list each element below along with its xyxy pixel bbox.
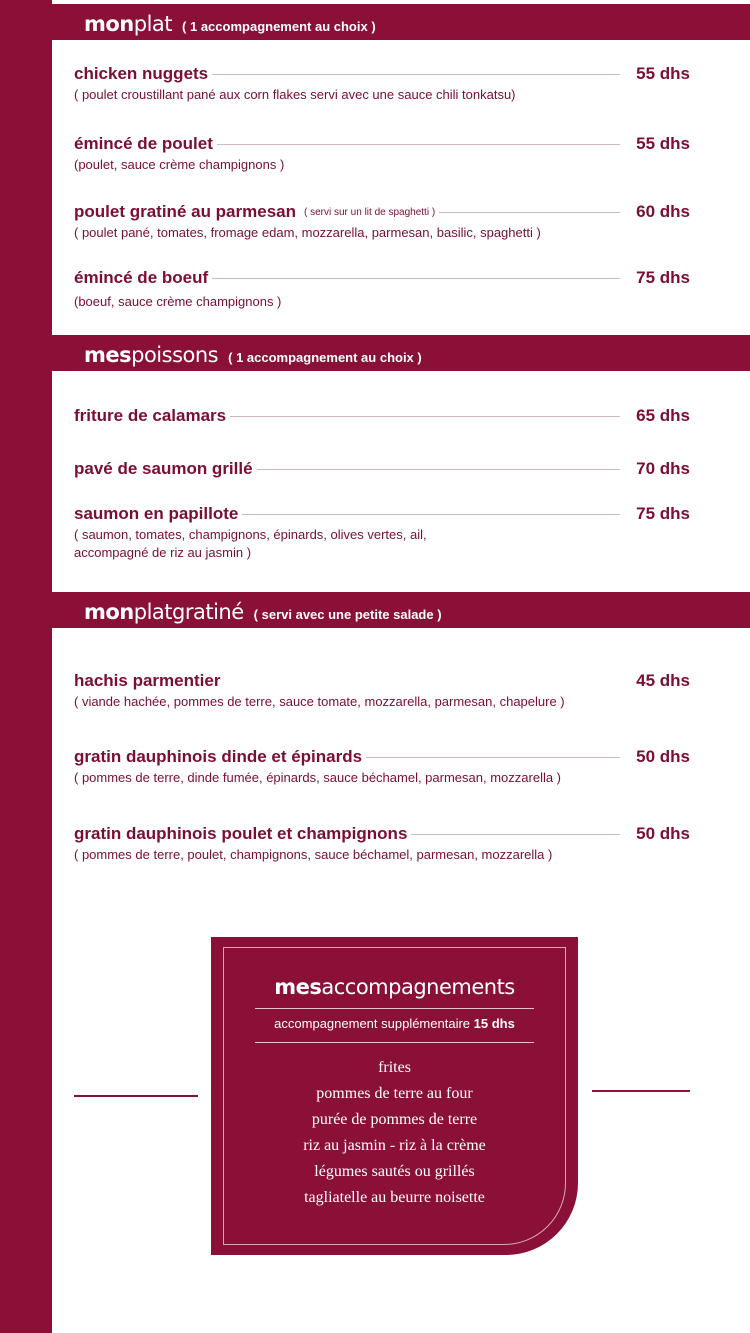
accompagnement-supplement: accompagnement supplémentaire 15 dhs [274,1016,515,1031]
accompagnements-title: mesaccompagnements [274,975,515,999]
menu-item [74,268,690,311]
list-item: tagliatelle au beurre noisette [304,1189,485,1206]
list-item: purée de pommes de terre [311,1111,478,1128]
leader-line [217,144,620,145]
section-note: ( servi avec une petite salade ) [253,607,442,622]
item-description: ( poulet pané, tomates, fromage edam, mozzarella, parmesan, basilic, spaghetti ) [74,225,541,240]
item-name: chicken nuggets [74,64,209,83]
item-price: 75 dhs [636,504,690,523]
item-price: 75 dhs [636,268,690,287]
left-accent-bar [0,0,52,1333]
item-description: ( viande hachée, pommes de terre, sauce tomate, mozzarella, parmesan, chapelure ) [74,694,565,709]
menu-item [74,64,690,104]
menu-item [74,202,690,242]
item-name: gratin dauphinois dinde et épinards [74,747,363,766]
list-item: riz au jasmin - riz à la crème [303,1137,486,1154]
section-title: mespoissons ( 1 accompagnement au choix ) [84,343,422,367]
decorative-line-right [592,1090,690,1092]
item-price: 60 dhs [636,202,690,221]
section-title: monplatgratiné ( servi avec une petite salade ) [84,600,442,624]
menu-item [74,459,690,479]
leader-line [257,469,620,470]
divider [255,1008,534,1009]
decorative-line-left [74,1095,198,1097]
item-name: émincé de boeuf [74,268,209,287]
item-price: 45 dhs [636,671,690,690]
item-name: friture de calamars [74,406,227,425]
item-description: ( pommes de terre, poulet, champignons, sauce béchamel, parmesan, mozzarella ) [74,847,553,862]
item-name: pavé de saumon grillé [74,459,253,478]
item-price: 65 dhs [636,406,690,425]
accompagnements-list [211,1055,578,1211]
list-item: légumes sautés ou grillés [314,1163,475,1180]
item-name: émincé de poulet [74,134,213,153]
item-name: hachis parmentier [74,671,221,690]
leader-line [230,416,620,417]
item-name: saumon en papillote [74,504,239,523]
item-description: (boeuf, sauce crème champignons ) [74,294,282,309]
menu-item [74,671,690,711]
item-price: 50 dhs [636,747,690,766]
list-item: frites [378,1059,411,1076]
list-item: pommes de terre au four [316,1085,473,1102]
menu-item [74,406,690,426]
menu-item [74,824,690,864]
menu-item [74,504,690,562]
item-price: 70 dhs [636,459,690,478]
section-header-mespoissons [52,335,750,371]
item-name: poulet gratiné au parmesan [74,202,296,221]
leader-line [439,212,620,213]
item-name: gratin dauphinois poulet et champignons [74,824,408,843]
item-subnote: ( servi sur un lit de spaghetti ) [304,206,436,218]
item-description: ( pommes de terre, dinde fumée, épinards, sauce béchamel, parmesan, mozzarella ) [74,770,562,785]
item-description: ( saumon, tomates, champignons, épinards, olives vertes, ail, [74,527,427,542]
menu-item [74,747,690,787]
item-price: 55 dhs [636,134,690,153]
section-note: ( 1 accompagnement au choix ) [228,350,422,365]
item-description: accompagné de riz au jasmin ) [74,545,252,560]
leader-line [242,514,620,515]
section-title: monplat ( 1 accompagnement au choix ) [84,12,376,36]
item-description: (poulet, sauce crème champignons ) [74,157,285,172]
section-note: ( 1 accompagnement au choix ) [182,19,376,34]
leader-line [411,834,620,835]
menu-item [74,134,690,174]
accompagnements-box [211,937,578,1255]
leader-line [366,757,620,758]
item-price: 55 dhs [636,64,690,83]
item-price: 50 dhs [636,824,690,843]
divider [255,1042,534,1043]
section-header-monplatgratine [52,592,750,628]
section-header-monplat [52,4,750,40]
item-description: ( poulet croustillant pané aux corn flakes servi avec une sauce chili tonkatsu) [74,87,516,102]
leader-line [212,74,620,75]
leader-line [212,278,620,279]
